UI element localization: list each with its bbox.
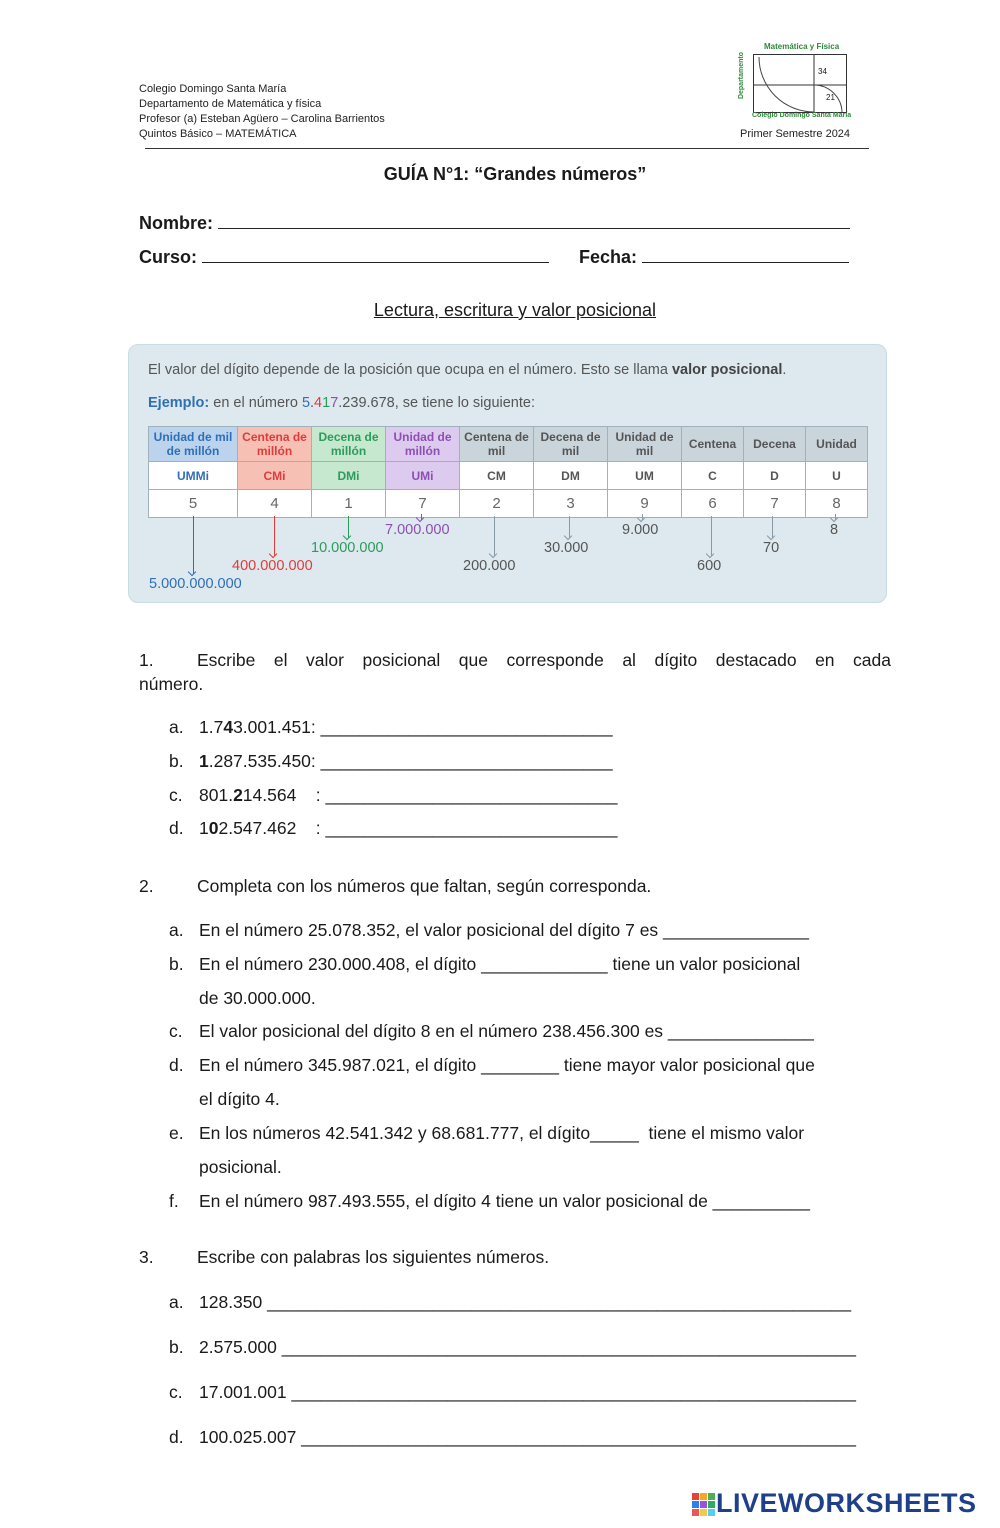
teacher-names: Profesor (a) Esteban Agüero – Carolina Barrientos: [139, 113, 385, 125]
item-letter: c.: [169, 785, 183, 805]
abbrev-cell: U: [806, 462, 868, 490]
item-letter: f.: [169, 1191, 179, 1211]
item-text[interactable]: En el número 987.493.555, el dígito 4 tiene un valor posicional de __________: [199, 1191, 811, 1211]
value-label: 7.000.000: [385, 522, 450, 538]
digit-cell: 5: [149, 490, 238, 518]
arrow-icon: [193, 516, 194, 574]
digit-cell: 9: [608, 490, 682, 518]
item-letter: b.: [169, 954, 184, 974]
example-label: Ejemplo:: [148, 395, 210, 411]
value-label: 8: [830, 522, 839, 538]
section-subtitle: Lectura, escritura y valor posicional: [373, 300, 657, 320]
value-label: 10.000.000: [311, 540, 384, 556]
fibonacci-spiral-icon: [754, 55, 846, 112]
abbrev-cell: UMi: [386, 462, 460, 490]
arrow-icon: [711, 516, 712, 556]
item-letter: c.: [169, 1382, 183, 1402]
item-text[interactable]: En el número 345.987.021, el dígito ________ tiene mayor valor posicional que: [199, 1055, 815, 1075]
item-text[interactable]: 102.547.462 : ______________________________: [199, 818, 618, 838]
question-number: 3.: [139, 1247, 154, 1267]
name-input-line[interactable]: [218, 210, 850, 229]
arrow-icon: [642, 514, 643, 520]
question-text: Escribe con palabras los siguientes números.: [197, 1247, 550, 1267]
example-pre: en el número: [209, 395, 302, 411]
value-label: 9.000: [622, 522, 659, 538]
item-text[interactable]: 128.350 ____________________________________________________________: [199, 1292, 852, 1312]
arrow-icon: [772, 516, 773, 538]
logo-number-21: 21: [826, 93, 835, 102]
item-text[interactable]: 17.001.001 __________________________________________________________: [199, 1382, 856, 1402]
department-name: Departamento de Matemática y física: [139, 98, 322, 110]
digit-cell: 4: [238, 490, 312, 518]
digit-cell: 2: [460, 490, 534, 518]
item-letter: a.: [169, 717, 184, 737]
abbrev-cell: UMMi: [149, 462, 238, 490]
digit-cell: 7: [744, 490, 806, 518]
header-cell: Centena: [682, 427, 744, 462]
digit-cell: 1: [312, 490, 386, 518]
value-label: 5.000.000.000: [149, 576, 242, 592]
abbrev-cell: CM: [460, 462, 534, 490]
item-text-cont: de 30.000.000.: [199, 988, 316, 1008]
header-cell: Unidad de millón: [386, 427, 460, 462]
item-text[interactable]: En el número 230.000.408, el dígito _____________ tiene un valor posicional: [199, 954, 801, 974]
item-letter: b.: [169, 1337, 184, 1357]
digit-cell: 8: [806, 490, 868, 518]
abbrev-cell: DMi: [312, 462, 386, 490]
item-letter: a.: [169, 920, 184, 940]
header-rule: [145, 148, 869, 149]
name-label: Nombre:: [139, 213, 214, 233]
logo-top-text: Matemática y Física: [764, 42, 840, 51]
arrow-icon: [348, 516, 349, 538]
arrow-icon: [494, 516, 495, 556]
example-rest: .239.678, se tiene lo siguiente:: [338, 395, 535, 411]
example-digit-4: 7: [330, 395, 339, 411]
value-label: 70: [763, 540, 780, 556]
item-text[interactable]: En los números 42.541.342 y 68.681.777, el dígito_____ tiene el mismo valor: [199, 1123, 805, 1143]
header-cell: Unidad de mil: [608, 427, 682, 462]
intro-bold: valor posicional: [671, 362, 783, 378]
course-field: [139, 244, 549, 268]
digit-cell: 7: [386, 490, 460, 518]
value-label: 30.000: [544, 540, 589, 556]
item-text[interactable]: 2.575.000 ___________________________________________________________: [199, 1337, 856, 1357]
item-letter: e.: [169, 1123, 184, 1143]
item-text[interactable]: 1.287.535.450: ______________________________: [199, 751, 613, 771]
item-text[interactable]: 100.025.007 _________________________________________________________: [199, 1427, 856, 1447]
liveworksheets-watermark[interactable]: LIVEWORKSHEETS: [716, 1488, 977, 1518]
item-text[interactable]: En el número 25.078.352, el valor posicional del dígito 7 es _______________: [199, 920, 810, 940]
item-letter: d.: [169, 1055, 184, 1075]
box-example: [148, 395, 535, 411]
arrow-icon: [835, 514, 836, 520]
header-cell: Centena de millón: [238, 427, 312, 462]
value-label: 400.000.000: [232, 558, 313, 574]
intro-text: El valor del dígito depende de la posición que ocupa en el número. Esto se llama: [148, 362, 672, 378]
logo-number-34: 34: [818, 67, 827, 76]
example-dot: .: [310, 395, 315, 411]
abbrev-cell: D: [744, 462, 806, 490]
question-number: 1.: [139, 650, 154, 670]
value-label: 200.000: [463, 558, 516, 574]
item-text-cont: posicional.: [199, 1157, 282, 1177]
date-label: Fecha:: [579, 247, 638, 267]
liveworksheets-logo-icon: [692, 1493, 716, 1517]
value-label: 600: [697, 558, 722, 574]
header-cell: Unidad: [806, 427, 868, 462]
header-cell: Centena de mil: [460, 427, 534, 462]
page-title: GUÍA N°1: “Grandes números”: [383, 164, 647, 184]
header-cell: Decena de mil: [534, 427, 608, 462]
course-label: Curso:: [139, 247, 197, 267]
arrow-icon: [421, 514, 422, 520]
example-digit-1: 5: [301, 395, 311, 411]
logo-side-text: Departamento: [738, 51, 746, 100]
header-cell: Decena de millón: [312, 427, 386, 462]
abbrev-cell: DM: [534, 462, 608, 490]
name-field: [139, 210, 850, 234]
item-letter: c.: [169, 1021, 183, 1041]
arrow-icon: [274, 516, 275, 556]
semester-label: Primer Semestre 2024: [740, 128, 851, 140]
abbrev-cell: CMi: [238, 462, 312, 490]
item-text-cont: el dígito 4.: [199, 1089, 280, 1109]
header-cell: Unidad de mil de millón: [149, 427, 238, 462]
digit-cell: 6: [682, 490, 744, 518]
arrow-icon: [569, 516, 570, 538]
date-input-line[interactable]: [642, 244, 849, 263]
item-letter: b.: [169, 751, 184, 771]
school-name: Colegio Domingo Santa María: [139, 83, 287, 95]
item-text[interactable]: El valor posicional del dígito 8 en el número 238.456.300 es _______________: [199, 1021, 814, 1041]
box-intro: [148, 362, 786, 378]
place-value-table: [148, 426, 868, 518]
date-field: [579, 244, 849, 268]
department-logo: [740, 42, 855, 122]
question-text-cont: número.: [139, 674, 204, 694]
question-text: Escribe el valor posicional que corresponde al dígito destacado en cada: [197, 650, 891, 670]
logo-frame: [753, 54, 847, 113]
question-number: 2.: [139, 876, 154, 896]
course-subject: Quintos Básico – MATEMÁTICA: [139, 128, 297, 140]
item-letter: a.: [169, 1292, 184, 1312]
item-letter: d.: [169, 1427, 184, 1447]
digit-cell: 3: [534, 490, 608, 518]
course-input-line[interactable]: [202, 244, 549, 263]
logo-bottom-text: Colegio Domingo Santa María: [752, 112, 852, 119]
abbrev-cell: C: [682, 462, 744, 490]
header-cell: Decena: [744, 427, 806, 462]
abbrev-cell: UM: [608, 462, 682, 490]
question-text: Completa con los números que faltan, según corresponda.: [197, 876, 652, 896]
item-text[interactable]: 801.214.564 : ______________________________: [199, 785, 618, 805]
item-text[interactable]: 1.743.001.451: ______________________________: [199, 717, 613, 737]
item-letter: d.: [169, 818, 184, 838]
intro-end: .: [782, 362, 787, 378]
example-digit-3: 1: [322, 395, 331, 411]
example-digit-2: 4: [314, 395, 323, 411]
